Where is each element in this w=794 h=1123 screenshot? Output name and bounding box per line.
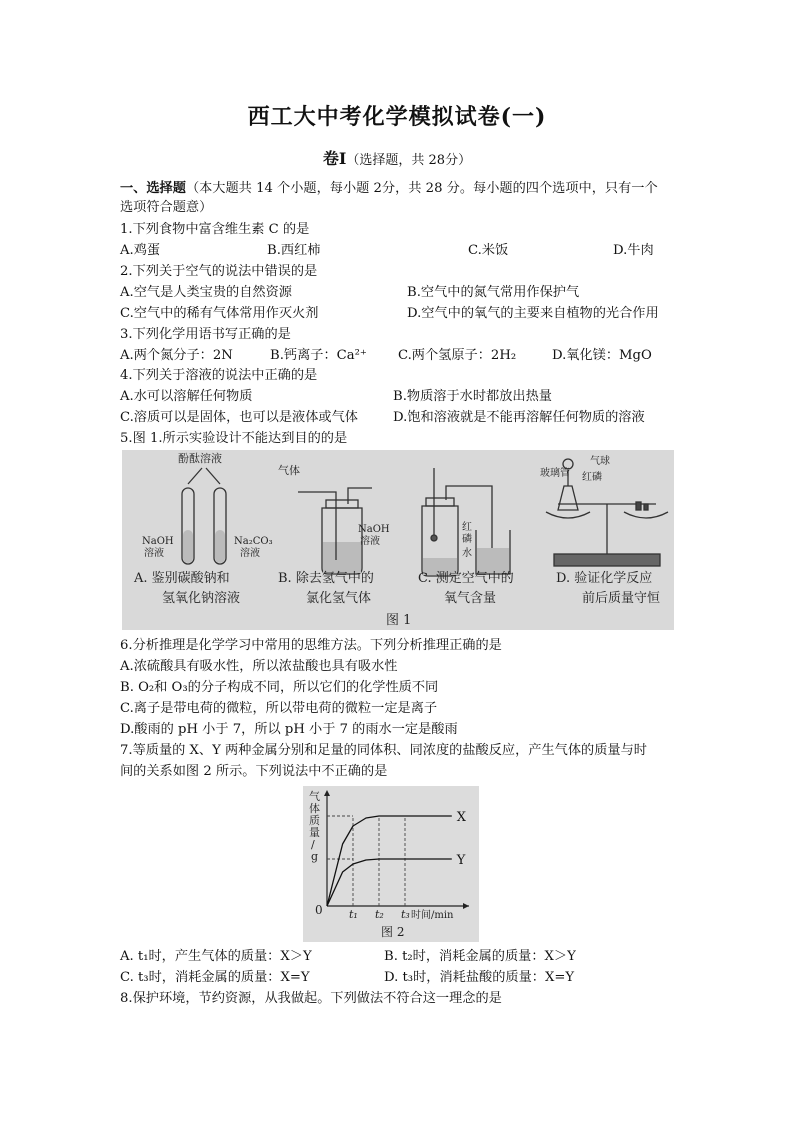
fig1-d-caption-2: 前后质量守恒 bbox=[582, 591, 661, 606]
fig1-b-liquid-label-2: 溶液 bbox=[360, 536, 380, 547]
q1-option-d: D.牛肉 bbox=[613, 243, 654, 258]
arrow-to-tube-2 bbox=[206, 468, 220, 484]
q6-option-c: C.离子是带电荷的微粒，所以带电荷的微粒一定是离子 bbox=[120, 701, 438, 716]
q8-stem: 8.保护环境，节约资源，从我做起。下列做法不符合这一理念的是 bbox=[120, 991, 502, 1006]
tube-naoh-liquid bbox=[183, 530, 193, 563]
volume-label: 卷Ⅰ bbox=[322, 149, 347, 168]
q3-option-c: C.两个氢原子：2H₂ bbox=[398, 348, 517, 363]
q4-option-d: D.饱和溶液就是不能再溶解任何物质的溶液 bbox=[393, 410, 645, 425]
y-axis-arrow bbox=[324, 790, 330, 796]
y-axis-label-char: 体 bbox=[309, 802, 320, 815]
right-pan bbox=[624, 512, 668, 518]
fig1-a-caption-2: 氢氧化钠溶液 bbox=[162, 591, 241, 606]
series-label-y: Y bbox=[456, 853, 466, 868]
left-pan bbox=[546, 512, 590, 518]
conical-flask bbox=[558, 486, 578, 510]
apparatus-a bbox=[182, 468, 226, 564]
y-axis-label-char: 量 bbox=[309, 826, 320, 839]
tube-na2co3-liquid bbox=[215, 530, 225, 563]
beaker-c-water bbox=[477, 548, 509, 573]
section-heading: 一、选择题 bbox=[120, 181, 186, 196]
balance-base bbox=[554, 554, 660, 566]
q3-option-a: A.两个氮分子：2N bbox=[120, 348, 233, 363]
q2-option-b: B.空气中的氮气常用作保护气 bbox=[407, 285, 580, 300]
q1-option-c: C.米饭 bbox=[468, 243, 509, 258]
volume-note: （选择题，共 28分） bbox=[346, 153, 472, 168]
q7-option-d: D. t₃时，消耗盐酸的质量：X=Y bbox=[384, 970, 575, 985]
x-tick-label: t₃ bbox=[401, 908, 410, 921]
fig1-caption: 图 1 bbox=[386, 613, 412, 628]
phosphorus-spoon bbox=[431, 535, 437, 541]
fig1-d-caption-1: D. 验证化学反应 bbox=[556, 571, 653, 586]
x-tick-labels bbox=[349, 908, 410, 921]
figure-2-chart bbox=[303, 786, 479, 942]
series-line-y bbox=[327, 859, 452, 906]
y-axis-label bbox=[309, 789, 320, 863]
q2-option-d: D.空气中的氧气的主要来自植物的光合作用 bbox=[407, 306, 659, 321]
q7-stem-1: 7.等质量的 X、Y 两种金属分别和足量的同体积、同浓度的盐酸反应，产生气体的质量与时 bbox=[120, 743, 647, 758]
fig1-b-caption-1: B. 除去氢气中的 bbox=[278, 571, 374, 586]
fig1-c-p-label-1: 红 bbox=[462, 522, 472, 533]
section-heading-line bbox=[120, 180, 658, 198]
fig1-c-p-label-2: 磷 bbox=[462, 534, 472, 545]
q3-option-b: B.钙离子：Ca²⁺ bbox=[270, 348, 367, 363]
fig1-d-balloon-label: 气球 bbox=[590, 456, 610, 467]
fig1-b-liquid-label-1: NaOH bbox=[358, 524, 390, 535]
x-axis-arrow bbox=[463, 903, 469, 909]
q4-option-a: A.水可以溶解任何物质 bbox=[120, 389, 253, 404]
fig1-a-top-label: 酚酞溶液 bbox=[178, 452, 222, 465]
y-axis-label-char: g bbox=[311, 850, 319, 863]
arrow-to-tube-1 bbox=[188, 468, 202, 484]
fig1-b-caption-2: 氯化氢气体 bbox=[306, 591, 372, 606]
y-axis-label-char: / bbox=[311, 838, 315, 851]
fig1-c-caption-1: C. 测定空气中的 bbox=[418, 571, 514, 586]
q6-option-d: D.酸雨的 pH 小于 7，所以 pH 小于 7 的雨水一定是酸雨 bbox=[120, 722, 458, 737]
section-desc-2: 选项符合题意） bbox=[120, 200, 213, 215]
flask-c-stopper bbox=[426, 498, 454, 506]
q4-option-b: B.物质溶于水时都放出热量 bbox=[393, 389, 552, 404]
q3-stem: 3.下列化学用语书写正确的是 bbox=[120, 327, 291, 342]
x-axis-label: 时间/min bbox=[411, 910, 454, 921]
fig1-a-tube1-label-2: 溶液 bbox=[144, 548, 164, 559]
section-subtitle bbox=[0, 146, 794, 169]
weight-2 bbox=[644, 504, 648, 510]
q2-option-a: A.空气是人类宝贵的自然资源 bbox=[120, 285, 292, 300]
fig1-a-tube1-label-1: NaOH bbox=[142, 536, 174, 547]
figure-2-caption: 图 2 bbox=[381, 925, 405, 939]
bottle-b-stopper bbox=[326, 500, 358, 508]
q2-stem: 2.下列关于空气的说法中错误的是 bbox=[120, 264, 318, 279]
chart-svg bbox=[303, 786, 479, 942]
x-tick-label: t₂ bbox=[375, 908, 384, 921]
origin-label: 0 bbox=[315, 903, 323, 917]
q4-option-c: C.溶质可以是固体，也可以是液体或气体 bbox=[120, 410, 358, 425]
series-group bbox=[327, 810, 467, 906]
fig1-d-p-label: 红磷 bbox=[582, 472, 602, 483]
fig1-a-caption-1: A. 鉴别碳酸钠和 bbox=[134, 571, 230, 586]
outlet-tube bbox=[348, 488, 372, 504]
x-tick-label: t₁ bbox=[349, 908, 358, 921]
fig1-d-tube-label: 玻璃管 bbox=[540, 468, 570, 479]
q2-option-c: C.空气中的稀有气体常用作灭火剂 bbox=[120, 306, 319, 321]
q3-option-d: D.氧化镁：MgO bbox=[552, 348, 652, 363]
q6-option-b: B. O₂和 O₃的分子构成不同，所以它们的化学性质不同 bbox=[120, 680, 439, 695]
q1-stem: 1.下列食物中富含维生素 C 的是 bbox=[120, 222, 310, 237]
y-axis-label-char: 气 bbox=[309, 790, 320, 803]
figure-1-illustration bbox=[122, 450, 674, 630]
fig1-a-tube2-label-1: Na₂CO₃ bbox=[234, 536, 273, 547]
q7-stem-2: 间的关系如图 2 所示。下列说法中不正确的是 bbox=[120, 764, 388, 779]
weight-1 bbox=[636, 502, 641, 510]
q1-option-a: A.鸡蛋 bbox=[120, 243, 161, 258]
q6-option-a: A.浓硫酸具有吸水性，所以浓盐酸也具有吸水性 bbox=[120, 659, 398, 674]
q6-stem: 6.分析推理是化学学习中常用的思维方法。下列分析推理正确的是 bbox=[120, 638, 502, 653]
q7-option-c: C. t₃时，消耗金属的质量：X=Y bbox=[120, 970, 310, 985]
q7-option-a: A. t₁时，产生气体的质量：X＞Y bbox=[120, 949, 312, 964]
fig1-a-tube2-label-2: 溶液 bbox=[240, 548, 260, 559]
y-axis-label-char: 质 bbox=[309, 814, 320, 827]
q5-stem: 5.图 1.所示实验设计不能达到目的的是 bbox=[120, 431, 348, 446]
page-title: 西工大中考化学模拟试卷(一) bbox=[247, 104, 547, 130]
q7-option-b: B. t₂时，消耗金属的质量：X＞Y bbox=[384, 949, 576, 964]
series-line-x bbox=[327, 816, 452, 906]
fig1-b-gas-label: 气体 bbox=[278, 464, 300, 477]
section-desc: （本大题共 14 个小题，每小题 2分，共 28 分。每小题的四个选项中，只有一个 bbox=[185, 181, 658, 196]
fig1-c-water-label: 水 bbox=[462, 548, 472, 559]
q4-stem: 4.下列关于溶液的说法中正确的是 bbox=[120, 368, 318, 383]
figure-1 bbox=[122, 450, 674, 630]
q1-option-b: B.西红柿 bbox=[267, 243, 321, 258]
series-label-x: X bbox=[456, 810, 467, 825]
bottle-b-liquid bbox=[323, 542, 361, 573]
fig1-c-caption-2: 氧气含量 bbox=[444, 591, 497, 606]
